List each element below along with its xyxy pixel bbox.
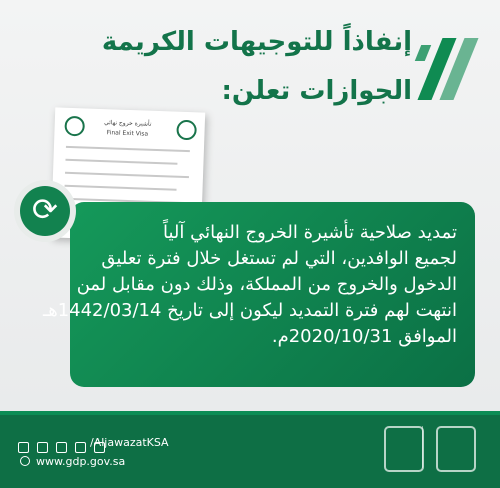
announcement-line-1: تمديد صلاحية تأشيرة الخروج النهائي آلياً — [163, 222, 457, 243]
headline-line-1: إنفاذاً للتوجيهات الكريمة — [101, 27, 412, 57]
website-link[interactable]: www.gdp.gov.sa — [36, 455, 126, 468]
headline-line-2: الجوازات تعلن: — [221, 76, 412, 106]
document-line — [65, 185, 177, 191]
document-title: تأشيرة خروج نهائي — [104, 119, 152, 128]
emblem-icon — [176, 120, 197, 141]
document-line — [65, 159, 177, 165]
announcement-line-3: الدخول والخروج من المملكة، وذلك دون مقابل لمن — [76, 274, 457, 295]
social-handle[interactable]: /AljawazatKSA — [90, 436, 169, 449]
announcement-line-5: الموافق 2020/10/31م. — [271, 326, 457, 347]
facebook-icon[interactable] — [75, 442, 86, 453]
instagram-icon[interactable] — [37, 442, 48, 453]
footer-separator — [422, 426, 423, 468]
refresh-icon: ⟳ — [20, 186, 70, 236]
document-subtitle: Final Exit Visa — [106, 129, 149, 138]
ministry-emblem-icon — [436, 426, 476, 472]
document-line — [65, 172, 189, 178]
announcement-line-4: انتهت لهم فترة التمديد ليكون إلى تاريخ 1442/03/14هـ — [42, 300, 457, 321]
globe-icon — [20, 456, 30, 466]
announcement-text — [42, 220, 457, 350]
passports-emblem-icon — [384, 426, 424, 472]
announcement-line-2: لجميع الوافدين، التي لم تستغل خلال فترة تعليق — [101, 248, 457, 269]
document-line — [66, 146, 190, 152]
youtube-icon[interactable] — [56, 442, 67, 453]
snapchat-icon[interactable] — [18, 442, 29, 453]
